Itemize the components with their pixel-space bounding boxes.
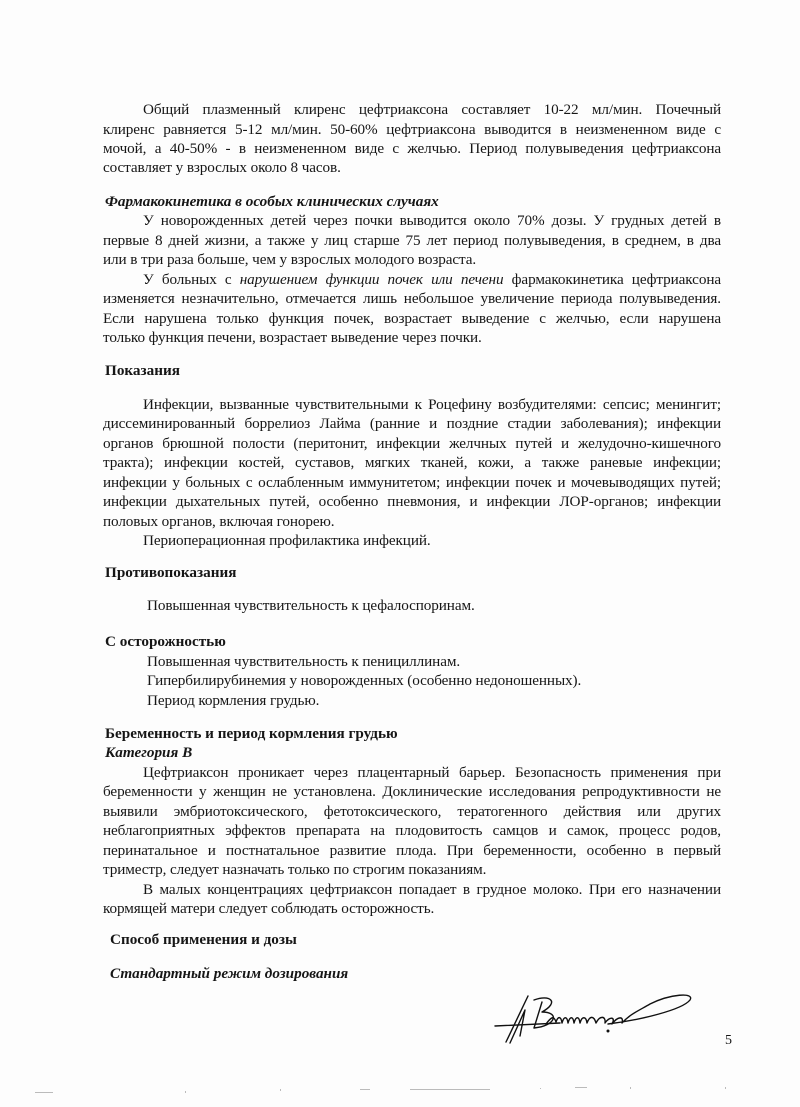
- special-cases-heading: Фармакокинетика в особых клинических случаях: [105, 193, 439, 210]
- pregnancy-line: перинатальное и постнатальное развитие плода. При беременности, особенно в первый: [103, 842, 721, 859]
- indications-line: диссеминированный боррелиоз Лайма (ранние и поздние стадии заболевания); инфекции: [103, 415, 721, 432]
- indications-line: инфекции дыхательных путей, особенно пневмония, и инфекции ЛОР-органов; инфекции: [103, 493, 721, 510]
- clearance-line: мочой, а 40-50% - в неизмененном виде с желчью. Период полувыведения цефтриаксона: [103, 140, 721, 157]
- pregnancy-line: Цефтриаксон проникает через плацентарный барьер. Безопасность применения при: [143, 764, 721, 781]
- indications-line: органов брюшной полости (перитонит, инфекции желчных путей и желудочно-кишечного: [103, 435, 721, 452]
- caution-item: Гипербилирубинемия у новорожденных (особенно недоношенных).: [147, 672, 582, 689]
- special-cases-line: первые 8 дней жизни, а также у лиц старше 75 лет период полувыведения, в среднем, в два: [103, 232, 721, 249]
- pregnancy-line: выявили эмбриотоксического, фетотоксического, тератогенного действия или других: [103, 803, 721, 820]
- special-cases-p2-first-line: [143, 270, 721, 289]
- caution-item: Период кормления грудью.: [147, 692, 320, 709]
- prophylaxis-line: Периоперационная профилактика инфекций.: [143, 532, 431, 549]
- special-cases-line: только функция печени, возрастает выведение через почки.: [103, 329, 482, 346]
- pregnancy-line: беременности у женщин не установлена. Доклинические исследования репродуктивности не: [103, 783, 721, 800]
- indications-line: инфекции у больных с ослабленным иммунитетом; инфекции почек и мочевыводящих путей;: [103, 474, 721, 491]
- indications-line: половых органов, включая гонорею.: [103, 513, 335, 530]
- clearance-line: Общий плазменный клиренс цефтриаксона составляет 10-22 мл/мин. Почечный: [143, 101, 721, 118]
- pregnancy-heading: Беременность и период кормления грудью: [105, 725, 398, 742]
- special-cases-line: изменяется незначительно, отмечается лишь небольшое увеличение периода полувыведения.: [103, 290, 721, 307]
- clearance-line: клиренс равняется 5-12 мл/мин. 50-60% цефтриаксона выводится в неизмененном виде с: [103, 121, 721, 138]
- page-number: 5: [725, 1033, 732, 1048]
- handwritten-signature-icon: [490, 990, 705, 1050]
- contraindications-heading: Противопоказания: [105, 564, 237, 581]
- p2-prefix: У больных с: [143, 271, 240, 288]
- pregnancy-line: неблагоприятных эффектов препарата на плодовитость самцов и самок, процесс родов,: [103, 822, 721, 839]
- special-cases-line: Если нарушена только функция почек, возрастает выведение с желчью, если нарушена: [103, 310, 721, 327]
- lactation-line: кормящей матери следует соблюдать осторожность.: [103, 900, 435, 917]
- pregnancy-line: триместр, следует назначать только по строгим показаниям.: [103, 861, 487, 878]
- special-cases-line: или в три раза больше, чем у взрослых молодого возраста.: [103, 251, 477, 268]
- caution-item: Повышенная чувствительность к пенициллинам.: [147, 653, 461, 670]
- lactation-line: В малых концентрациях цефтриаксон попадает в грудное молоко. При его назначении: [143, 881, 721, 898]
- p2-suffix: фармакокинетика цефтриаксона: [503, 271, 721, 288]
- scan-noise-divider: [0, 1085, 800, 1097]
- indications-line: тракта); инфекции костей, суставов, мягких тканей, кожи, а также раневые инфекции;: [103, 454, 721, 471]
- dosage-subheading: Стандартный режим дозирования: [110, 965, 349, 982]
- clearance-line: составляет у взрослых около 8 часов.: [103, 159, 341, 176]
- dosage-heading: Способ применения и дозы: [110, 931, 297, 948]
- pregnancy-category: Категория В: [105, 744, 193, 761]
- indications-heading: Показания: [105, 362, 180, 379]
- contraindications-line: Повышенная чувствительность к цефалоспоринам.: [147, 597, 475, 614]
- p2-italic-emphasis: нарушением функции почек или печени: [239, 271, 504, 288]
- special-cases-line: У новорожденных детей через почки выводится около 70% дозы. У грудных детей в: [143, 212, 721, 229]
- caution-heading: С осторожностью: [105, 633, 226, 650]
- indications-line: Инфекции, вызванные чувствительными к Роцефину возбудителями: сепсис; менингит;: [143, 396, 721, 413]
